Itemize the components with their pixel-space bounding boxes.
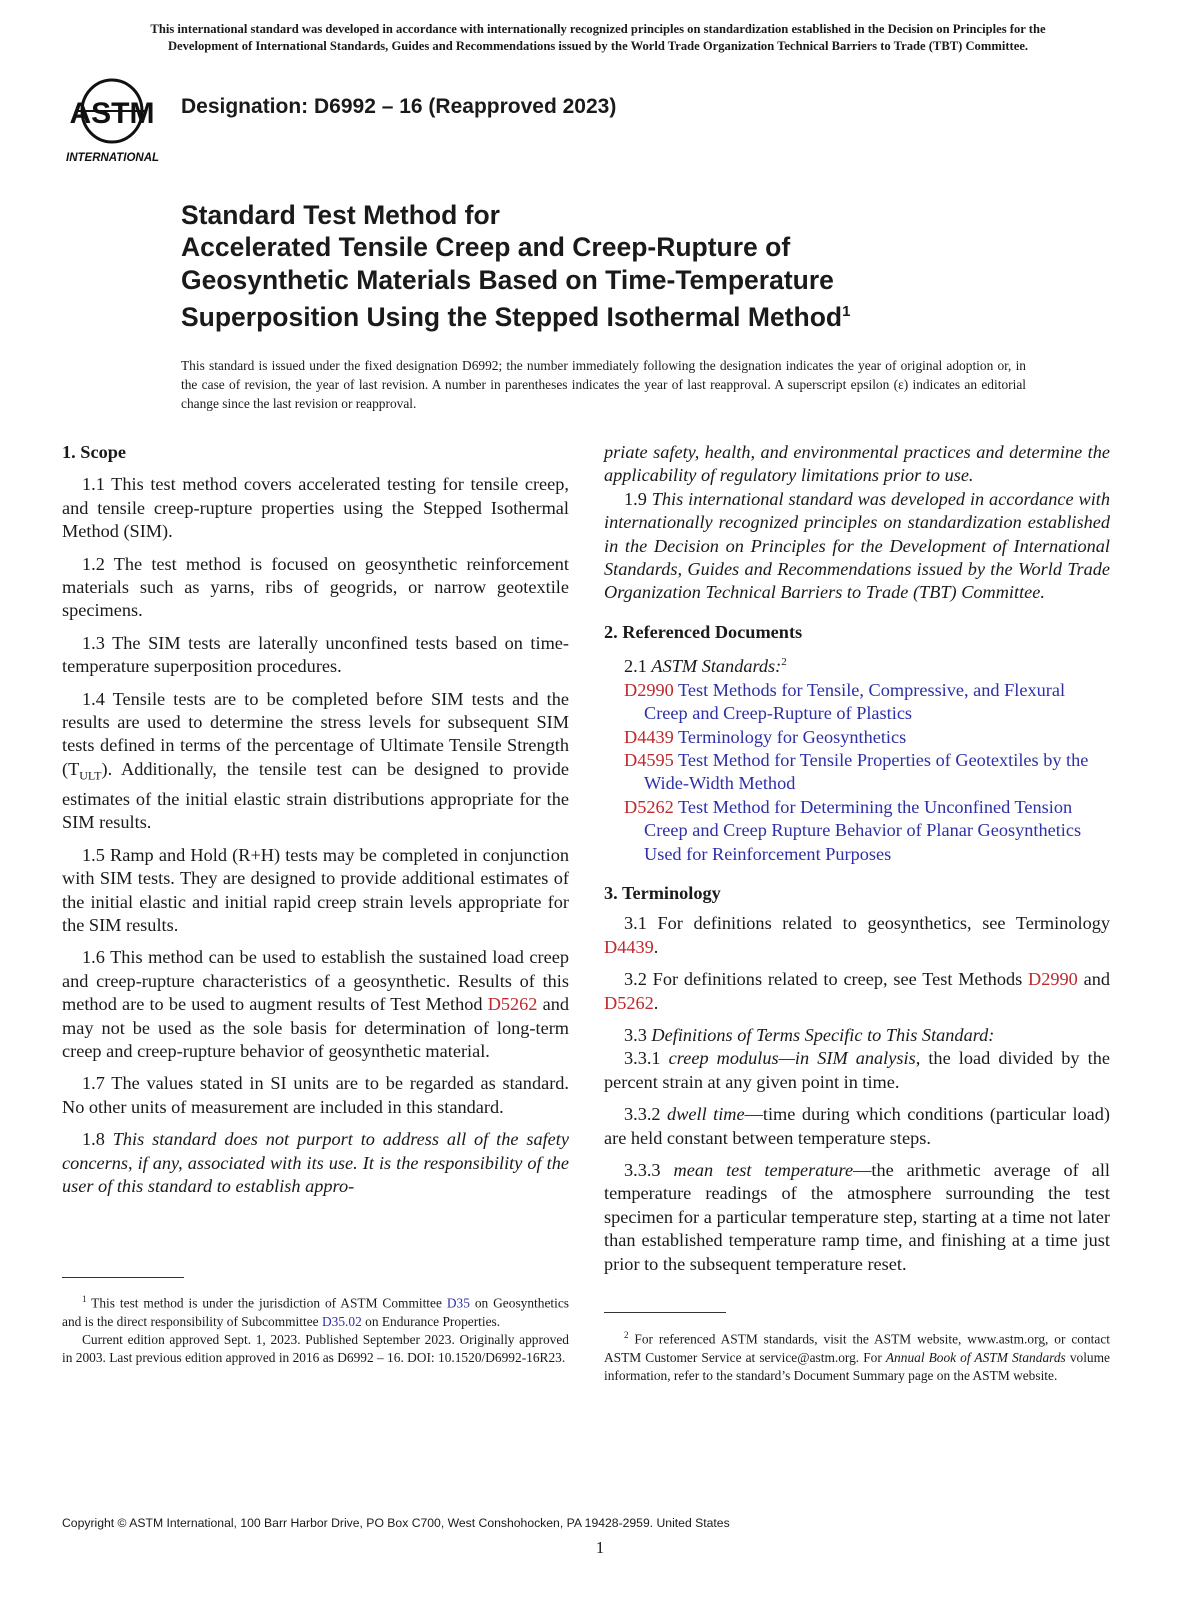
para-1-7: 1.7 The values stated in SI units are to be regarded as standard. No other units of measurement are included in this standard. — [62, 1073, 569, 1117]
wto-banner — [62, 21, 1134, 55]
link-d2990[interactable]: D2990 — [1028, 969, 1078, 990]
ref-d4439[interactable]: D4439 Terminology for Geosynthetics — [624, 726, 907, 747]
para-1-5: 1.5 Ramp and Hold (R+H) tests may be completed in conjunction with SIM tests. They are designed to provide additional estimates of the initial elastic and initial rapid creep strain levels appropriate for the SIM results. — [62, 844, 569, 935]
footnote-2-text: $^2$ For referenced ASTM standards, visit the ASTM website, www.astm.org, or contact ASTM Customer Service at service@astm.org. For Annual Book of ASTM Standards volume information, refer to the standard’s Document Summary page on the ASTM website. — [604, 1330, 1110, 1384]
link-d5262-terms[interactable]: D5262 — [604, 992, 654, 1013]
page-number: 1 — [595, 1538, 605, 1557]
link-d4439[interactable]: D4439 — [604, 936, 654, 957]
banner-line-1: This international standard was developed in accordance with internationally recognized principles on standardization established in the Decision on Principles for the — [150, 22, 1046, 36]
section-3-heading: 3. Terminology — [604, 883, 721, 903]
link-d35[interactable]: D35 — [446, 1295, 470, 1311]
para-1-8: 1.8 This standard does not purport to address all of the safety concerns, if any, associated with its use. It is the responsibility of the user of this standard to establish appro- — [62, 1129, 569, 1197]
footnote-rule-right — [604, 1312, 726, 1313]
para-1-3: 1.3 The SIM tests are laterally unconfined tests based on time-temperature superposition procedures. — [62, 632, 569, 677]
designation: Designation: D6992 – 16 (Reapproved 2023) — [181, 95, 617, 118]
para-3-3-3: 3.3.3 mean test temperature—the arithmetic average of all temperature readings of the atmosphere surrounding the test specimen for a particular temperature step, starting at a time not later than established temperature ramp time, and finishing at a time just prior to the subsequent temperature reset. — [604, 1160, 1110, 1274]
title-footnote-mark: 1 — [842, 303, 851, 321]
section-2-heading: 2. Referenced Documents — [604, 621, 803, 642]
footnote-rule-left — [62, 1277, 184, 1278]
footnote-1-edition: Current edition approved Sept. 1, 2023. Published September 2023. Originally approved in 2003. Last previous edition approved in 2016 as D6992 – 16. DOI: 10.1520/D6992-16R23. — [62, 1332, 569, 1366]
banner-line-2: Development of International Standards, Guides and Recommendations issued by the World Trade Organization Technical Barriers to Trade (TBT) Committee. — [167, 39, 1029, 53]
link-d35-02[interactable]: D35.02 — [321, 1313, 362, 1329]
issuance-notice: This standard is issued under the fixed designation D6992; the number immediately following the designation indicates the year of original adoption or, in the case of revision, the year of last revision. A number in parentheses indicates the year of last reapproval. A superscript epsilon (ε) indicates an editorial change since the last revision or reapproval. — [181, 358, 1026, 411]
link-d5262[interactable]: D5262 — [487, 994, 538, 1015]
footnote-2 — [604, 1326, 1110, 1385]
footnote-1-text: $^1$ This test method is under the jurisdiction of ASTM Committee D35 on Geosynthetics and is the direct responsibility of Subcommittee D35.02 on Endurance Properties. — [62, 1294, 569, 1329]
ref-d2990[interactable]: D2990 Test Methods for Tensile, Compressive, and Flexural Creep and Creep-Rupture of Plastics — [624, 679, 1066, 724]
right-column — [604, 441, 1110, 1276]
para-1-1: 1.1 This test method covers accelerated testing for tensile creep, and tensile creep-rupture properties using the Stepped Isothermal Method (SIM). — [62, 474, 569, 542]
para-3-3: 3.3 Definitions of Terms Specific to This Standard: — [624, 1025, 995, 1046]
copyright-notice: Copyright © ASTM International, 100 Barr Harbor Drive, PO Box C700, West Conshohocken, PA 19428-2959. United States — [62, 1516, 730, 1530]
para-3-2: 3.2 For definitions related to creep, see Test Methods D2990 and D5262. — [604, 969, 1111, 1013]
ref-d5262[interactable]: D5262 Test Method for Determining the Unconfined Tension Creep and Creep Rupture Behavior of Planar Geosynthetics Used for Reinforcement Purposes — [624, 796, 1082, 864]
footnote-1 — [62, 1290, 569, 1368]
para-1-4: 1.4 Tensile tests are to be completed before SIM tests and the results are used to determine the stress levels for subsequent SIM tests defined in terms of the percentage of Ultimate Tensile Strength $(T_{ULT})$. Additionally, the tensile test can be designed to provide estimates of the initial elastic strain distributions appropriate for the SIM results. — [62, 688, 569, 833]
para-3-3-2: 3.3.2 dwell time—time during which conditions (particular load) are held constant between temperature steps. — [604, 1104, 1111, 1148]
ref-d4595[interactable]: D4595 Test Method for Tensile Properties of Geotextiles by the Wide-Width Method — [624, 749, 1089, 794]
para-1-2: 1.2 The test method is focused on geosynthetic reinforcement materials such as yarns, ribs of geogrids, or narrow geotextile specimens. — [62, 553, 569, 621]
para-1-6: 1.6 This method can be used to establish the sustained load creep and creep-rupture characteristics of a geosynthetic. Results of this method are to be used to augment results of Test Method D5262 and may not be used as the sole basis for determination of long-term creep and creep-rupture behavior of geosynthetic material. — [62, 947, 570, 1061]
title-line-1: Standard Test Method for — [181, 200, 500, 230]
para-3-1: 3.1 For definitions related to geosynthetics, see Terminology D4439. — [604, 913, 1110, 957]
para-1-9: 1.9 This international standard was developed in accordance with internationally recognized principles on standardization established in the Decision on Principles for the Development of International Standards, Guides and Recommendations issued by the World Trade Organization Technical Barriers to Trade (TBT) Committee. — [604, 488, 1111, 603]
document-title — [181, 199, 850, 333]
left-column — [62, 441, 569, 1198]
astm-logo — [64, 75, 168, 167]
title-line-3: Geosynthetic Materials Based on Time-Temperature — [181, 264, 834, 295]
astm-logo-mark — [64, 75, 168, 167]
logo-caption: INTERNATIONAL — [66, 152, 160, 164]
para-1-8-continued: priate safety, health, and environmental practices and determine the applicability of regulatory limitations prior to use. — [604, 442, 1110, 486]
title-line-2: Accelerated Tensile Creep and Creep-Rupture of — [181, 232, 791, 263]
para-3-3-1: 3.3.1 creep modulus—in SIM analysis, the load divided by the percent strain at any given point in time. — [604, 1048, 1110, 1092]
para-2-1: 2.1 ASTM Standards:$^2$ — [624, 656, 787, 677]
section-1-heading: 1. Scope — [62, 442, 126, 462]
title-line-4: Superposition Using the Stepped Isothermal Method — [181, 302, 843, 333]
logo-letters: ASTM — [69, 97, 155, 130]
